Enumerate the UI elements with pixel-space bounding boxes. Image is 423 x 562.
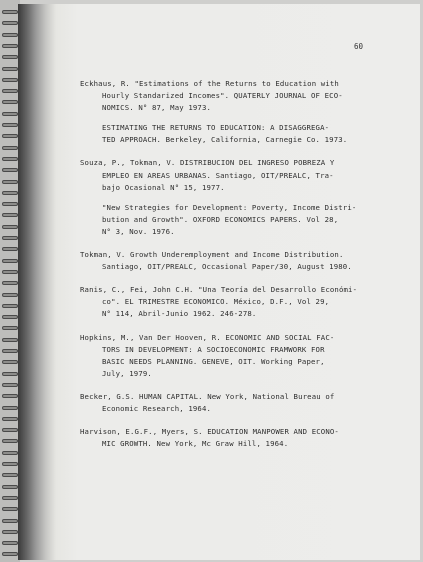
binding-coil [2,349,18,353]
reference-list [80,78,390,461]
reference-line: N° 114, Abril-Junio 1962. 246-278. [102,309,257,319]
binding-coil [2,213,18,217]
reference-entry [80,332,390,380]
binding-coil [2,304,18,308]
reference-line: bajo Ocasional N° 15, 1977. [102,182,225,192]
binding-coil [2,507,18,511]
binding-coil [2,439,18,443]
binding-coil [2,338,18,342]
binding-coil [2,259,18,263]
reference-line: Santiago, OIT/PREALC, Occasional Paper/30, August 1980. [102,262,352,272]
document-page [18,4,420,560]
reference-entry [80,249,390,273]
binding-coil [2,462,18,466]
binding-coil [2,360,18,364]
page-number: 60 [354,42,364,51]
binding-coil [2,315,18,319]
reference-line: bution and Growth". OXFORD ECONOMICS PAPERS. Vol 28, [102,214,339,224]
reference-line: ESTIMATING THE RETURNS TO EDUCATION: A DISAGGREGA- [102,123,330,133]
binding-coil [2,270,18,274]
reference-line: TED APPROACH. Berkeley, California, Carnegie Co. 1973. [102,135,348,145]
binding-coil [2,541,18,545]
binding-coil [2,451,18,455]
binding-coil [2,146,18,150]
binding-coil [2,202,18,206]
reference-line: Hopkins, M., Van Der Hooven, R. ECONOMIC AND SOCIAL FAC- [80,332,335,342]
binding-coil [2,428,18,432]
reference-line: Souza, P., Tokman, V. DISTRIBUCION DEL INGRESO POBREZA Y [80,158,335,168]
reference-line: Economic Research, 1964. [102,403,212,413]
binding-coil [2,100,18,104]
reference-line: co". EL TRIMESTRE ECONOMICO. México, D.F., Vol 29, [102,297,330,307]
binding-coil [2,168,18,172]
binding-coil [2,10,18,14]
reference-line: July, 1979. [102,368,152,378]
binding-coil [2,89,18,93]
binding-coil [2,55,18,59]
reference-entry [80,78,390,114]
binding-coil [2,519,18,523]
reference-entry [80,426,390,450]
binding-coil [2,394,18,398]
binding-coil [2,247,18,251]
binding-coil [2,383,18,387]
reference-line: Harvison, E.G.F., Myers, S. EDUCATION MANPOWER AND ECONO- [80,427,339,437]
reference-line: N° 3, Nov. 1976. [102,226,175,236]
reference-line: Eckhaus, R. "Estimations of the Returns to Education with [80,79,339,88]
binding-coil [2,180,18,184]
binding-coil [2,236,18,240]
binding-coil [2,225,18,229]
binding-coil [2,417,18,421]
reference-line: TORS IN DEVELOPMENT: A SOCIOECONOMIC FRAMWORK FOR [102,344,325,354]
binding-coil [2,123,18,127]
binding-coil [2,191,18,195]
binding-coil [2,496,18,500]
reference-line: EMPLEO EN AREAS URBANAS. Santiago, OIT/PREALC, Tra- [102,170,334,180]
reference-entry [80,391,390,415]
reference-line: NOMICS. N° 87, May 1973. [102,103,212,113]
reference-line: BASIC NEEDS PLANNING. GENEVE, OIT. Working Paper, [102,356,325,366]
binding-coil [2,372,18,376]
reference-line: MIC GROWTH. New York, Mc Graw Hill, 1964. [102,439,289,449]
binding-coil [2,67,18,71]
reference-line: "New Strategies for Development: Poverty, Income Distri- [102,202,357,212]
binding-coil [2,78,18,82]
reference-line: Tokman, V. Growth Underemployment and Income Distribution. [80,250,344,260]
binding-coil [2,44,18,48]
binding-coil [2,326,18,330]
binding-coil [2,21,18,25]
spiral-binding [0,0,20,562]
binding-coil [2,157,18,161]
binding-coil [2,473,18,477]
binding-coil [2,134,18,138]
binding-coil [2,281,18,285]
reference-entry [80,284,390,320]
binding-coil [2,33,18,37]
binding-coil [2,530,18,534]
reference-entry [80,122,390,146]
reference-entry [80,157,390,193]
binding-coil [2,485,18,489]
reference-line: Becker, G.S. HUMAN CAPITAL. New York, National Bureau of [80,391,335,401]
binding-coil [2,112,18,116]
binding-coil [2,406,18,410]
reference-line: Hourly Standarized Incomes". QUATERLY JOURNAL OF ECO- [102,91,343,101]
reference-entry [80,202,390,238]
reference-line: Ranis, C., Fei, John C.H. "Una Teoría del Desarrollo Económi- [80,285,358,295]
binding-coil [2,552,18,556]
binding-coil [2,293,18,297]
